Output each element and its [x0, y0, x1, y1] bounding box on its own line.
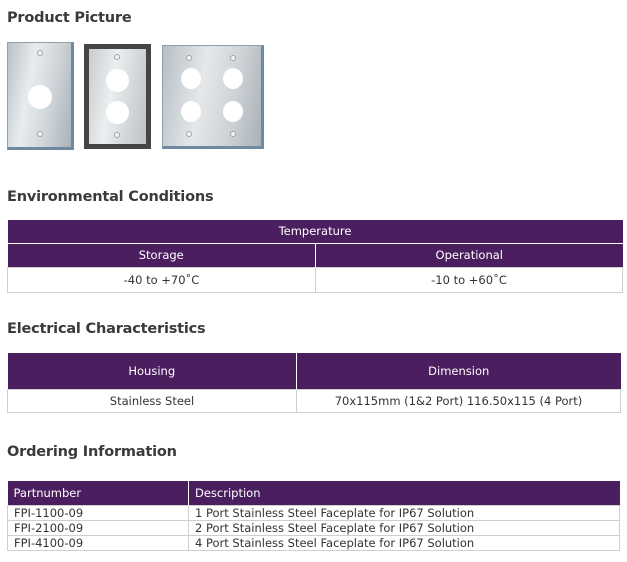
partnumber-cell: FPI-1100-09 [8, 505, 189, 520]
description-cell: 4 Port Stainless Steel Faceplate for IP67 Solution [189, 535, 620, 550]
electrical-characteristics-heading: Electrical Characteristics [7, 321, 206, 337]
2-port-faceplate-image [84, 44, 151, 149]
environmental-table [7, 220, 623, 293]
table-row [8, 520, 620, 535]
storage-column-header: Storage [8, 243, 316, 267]
operational-temperature-value: -10 to +60˚C [316, 267, 623, 292]
product-picture-heading: Product Picture [7, 10, 132, 26]
storage-temperature-value: -40 to +70˚C [8, 267, 316, 292]
housing-value: Stainless Steel [8, 389, 297, 412]
partnumber-cell: FPI-2100-09 [8, 520, 189, 535]
description-cell: 1 Port Stainless Steel Faceplate for IP67 Solution [189, 505, 620, 520]
dimension-value: 70x115mm (1&2 Port) 116.50x115 (4 Port) [297, 389, 621, 412]
environmental-conditions-heading: Environmental Conditions [7, 189, 214, 205]
partnumber-cell: FPI-4100-09 [8, 535, 189, 550]
table-row [8, 535, 620, 550]
4-port-faceplate-image [162, 45, 264, 149]
description-column-header: Description [189, 481, 620, 505]
table-row [8, 505, 620, 520]
ordering-table [7, 481, 620, 551]
partnumber-column-header: Partnumber [8, 481, 189, 505]
description-cell: 2 Port Stainless Steel Faceplate for IP67 Solution [189, 520, 620, 535]
operational-column-header: Operational [316, 243, 623, 267]
electrical-table [7, 353, 621, 413]
1-port-faceplate-image [7, 42, 74, 150]
ordering-information-heading: Ordering Information [7, 444, 177, 460]
housing-column-header: Housing [8, 353, 297, 389]
temperature-group-header: Temperature [8, 220, 623, 243]
dimension-column-header: Dimension [297, 353, 621, 389]
